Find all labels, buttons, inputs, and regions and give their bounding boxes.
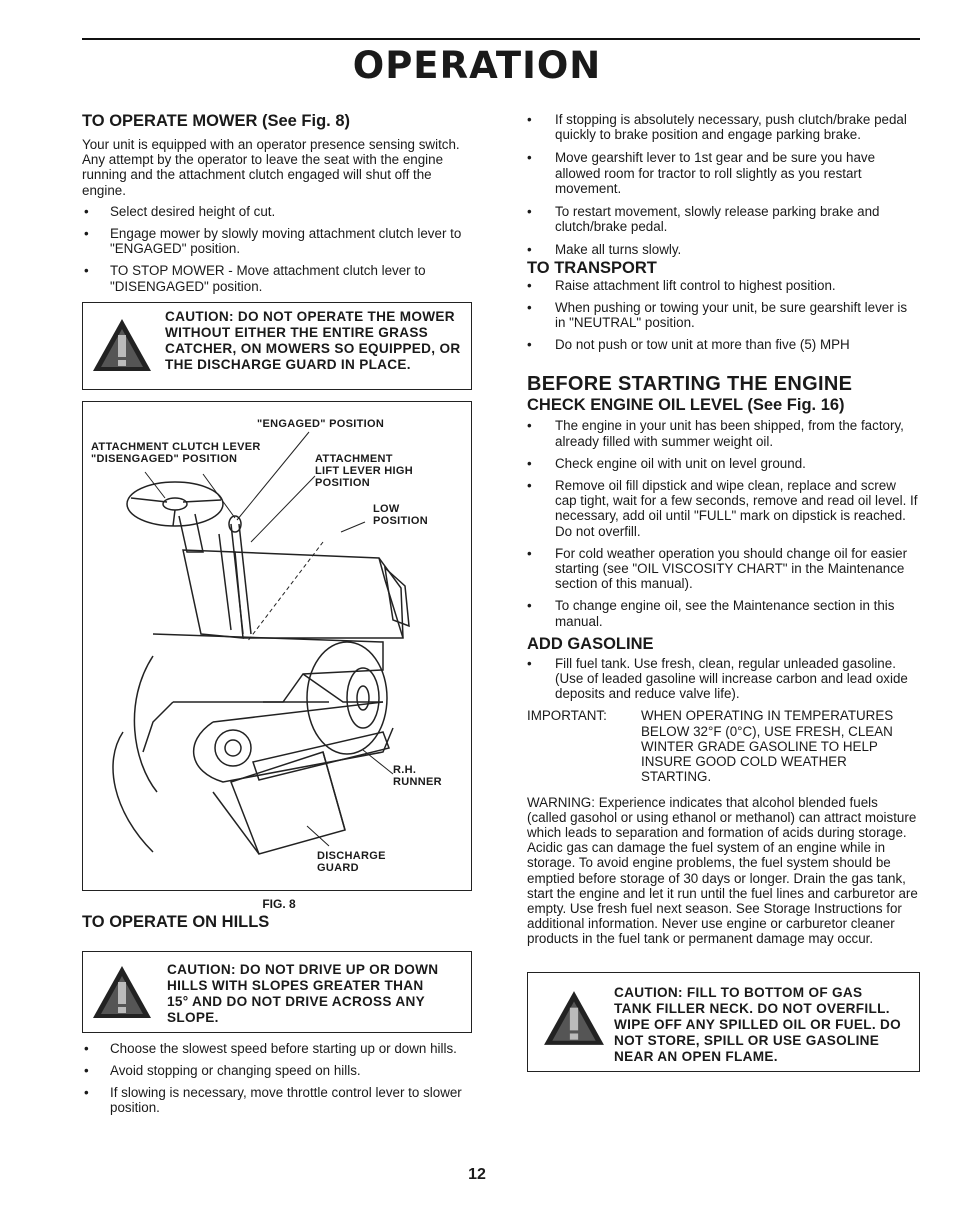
mower-bullets (82, 204, 476, 294)
list-item: • If stopping is absolutely necessary, push clutch/brake pedal quickly to brake position and engage parking brake. (527, 112, 920, 142)
mower-intro: Your unit is equipped with an operator presence sensing switch. Any attempt by the operator to leave the seat with the engine running and the attachment clutch engaged will shut off the engine. (82, 137, 460, 198)
warning-label: WARNING: (527, 794, 595, 810)
list-item: • Avoid stopping or changing speed on hills. (82, 1063, 476, 1078)
list-item: • The engine in your unit has been shipped, from the factory, already filled with summer weight oil. (527, 418, 920, 448)
left-column (82, 112, 476, 1116)
oil-heading: CHECK ENGINE OIL LEVEL (See Fig. 16) (527, 396, 845, 415)
label-guard: DISCHARGE GUARD (317, 849, 386, 874)
caution-box-hills (82, 951, 472, 1033)
list-item: • Engage mower by slowly moving attachment clutch lever to "ENGAGED" position. (82, 226, 476, 256)
label-runner: R.H. RUNNER (393, 763, 442, 788)
list-item: • Move gearshift lever to 1st gear and be sure you have allowed room for tractor to roll slightly as you restart movement. (527, 150, 920, 196)
list-item: • If slowing is necessary, move throttle control lever to slower position. (82, 1085, 476, 1115)
hills-heading: TO OPERATE ON HILLS (82, 912, 270, 931)
gas-heading: ADD GASOLINE (527, 634, 654, 653)
caution-text: CAUTION: DO NOT OPERATE THE MOWER WITHOUT EITHER THE ENTIRE GRASS CATCHER, ON MOWERS SO EQUIPPED, OR THE DISCHARGE GUARD IN PLACE. (165, 308, 461, 372)
important-label: IMPORTANT: (527, 708, 607, 724)
warning-text: Experience indicates that alcohol blended fuels (called gasohol or using ethanol or methanol) can attract moisture which leads to separation and formation of acids during storage. Acidic gas can damage the fuel system of an engine while in storage. To avoid engine problems, the fuel system should be emptied before storage of 30 days or longer. Drain the gas tank, start the engine and let it run until the fuel lines and carburetor are empty. Use fresh fuel next season. See Storage Instructions for additional information. Never use engine or carburetor cleaner products in the fuel tank or permanent damage may occur. (527, 794, 918, 947)
warning-paragraph (527, 795, 920, 947)
list-item: • Make all turns slowly. (527, 242, 920, 257)
warning-triangle-icon (542, 989, 606, 1047)
caution-box-gas (527, 972, 920, 1072)
list-item: • For cold weather operation you should change oil for easier starting (see "OIL VISCOSITY CHART" in the Maintenance section of this manual). (527, 546, 920, 592)
transport-heading: TO TRANSPORT (527, 258, 657, 277)
label-engaged: "ENGAGED" POSITION (257, 417, 385, 430)
figure-8 (82, 401, 472, 891)
list-item: • Raise attachment lift control to highest position. (527, 278, 920, 293)
page-number: 12 (468, 1166, 486, 1183)
list-item: • To change engine oil, see the Maintenance section in this manual. (527, 598, 920, 628)
list-item: • Remove oil fill dipstick and wipe clean, replace and screw cap tight, wait for a few seconds, remove and read oil level. If necessary, add oil until "FULL" mark on dipstick is reached. Do not overfill. (527, 478, 920, 539)
list-item: • When pushing or towing your unit, be sure gearshift lever is in "NEUTRAL" position. (527, 300, 920, 330)
label-low: LOW POSITION (373, 502, 428, 527)
list-item: • TO STOP MOWER - Move attachment clutch lever to "DISENGAGED" position. (82, 263, 476, 293)
caution-box-mower (82, 302, 472, 390)
header-rule (82, 38, 920, 40)
mower-heading: TO OPERATE MOWER (See Fig. 8) (82, 112, 350, 130)
page-title: OPERATION (352, 44, 602, 87)
gas-bullets (527, 656, 920, 702)
label-lift-lever: ATTACHMENT LIFT LEVER HIGH POSITION (315, 452, 413, 489)
transport-bullets (527, 278, 920, 353)
list-item: • Select desired height of cut. (82, 204, 476, 219)
important-note (527, 708, 920, 784)
warning-triangle-icon (91, 317, 153, 373)
list-item: • Fill fuel tank. Use fresh, clean, regular unleaded gasoline. (Use of leaded gasoline will increase carbon and lead oxide deposits and reduce valve life). (527, 656, 920, 702)
list-item: • Choose the slowest speed before starting up or down hills. (82, 1041, 476, 1056)
list-item: • Check engine oil with unit on level ground. (527, 456, 920, 471)
list-item: • To restart movement, slowly release parking brake and clutch/brake pedal. (527, 204, 920, 234)
label-clutch-lever: ATTACHMENT CLUTCH LEVER (91, 440, 261, 453)
hills-bullets-continued (527, 112, 920, 258)
warning-triangle-icon (91, 964, 153, 1020)
caution-text: CAUTION: FILL TO BOTTOM OF GAS TANK FILLER NECK. DO NOT OVERFILL. WIPE OFF ANY SPILLED OIL OR FUEL. DO NOT STORE, SPILL OR USE GASOLINE NEAR AN OPEN FLAME. (614, 984, 901, 1064)
before-starting-heading: BEFORE STARTING THE ENGINE (527, 373, 853, 396)
caution-text: CAUTION: DO NOT DRIVE UP OR DOWN HILLS WITH SLOPES GREATER THAN 15° AND DO NOT DRIVE ACROSS ANY SLOPE. (167, 961, 439, 1025)
label-disengaged: "DISENGAGED" POSITION (91, 452, 238, 465)
right-column (527, 112, 920, 1072)
figure-caption: FIG. 8 (262, 896, 296, 911)
hills-bullets (82, 1041, 476, 1116)
important-text: WHEN OPERATING IN TEMPERATURES BELOW 32°F (0°C), USE FRESH, CLEAN WINTER GRADE GASOLINE TO HELP INSURE GOOD COLD WEATHER STARTING. (641, 708, 894, 785)
oil-bullets (527, 418, 920, 628)
list-item: • Do not push or tow unit at more than five (5) MPH (527, 337, 920, 352)
